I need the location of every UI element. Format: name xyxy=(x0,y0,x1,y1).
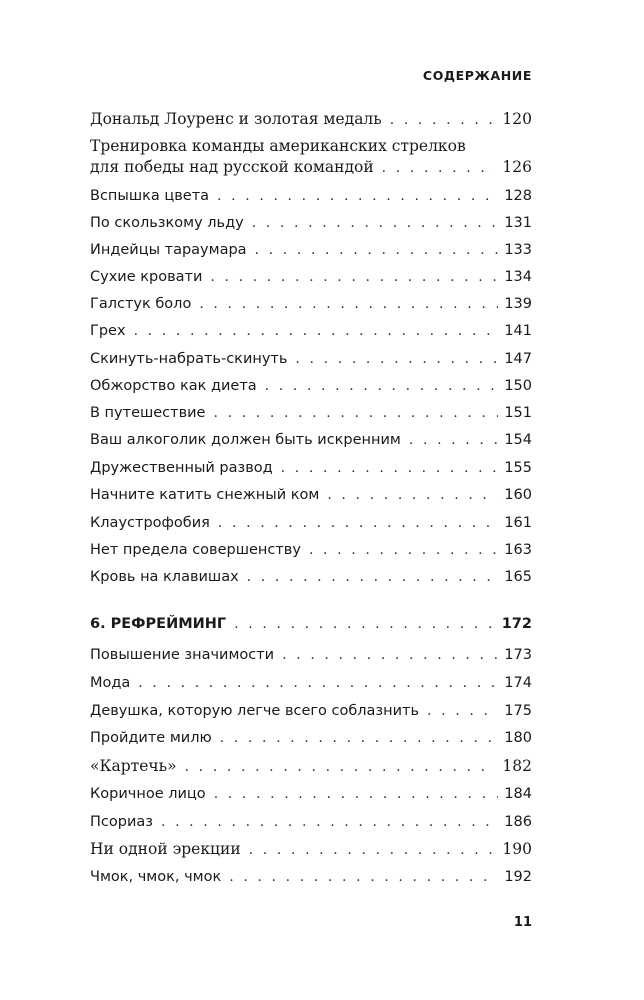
dot-leader xyxy=(281,461,499,475)
page-number: 11 xyxy=(513,915,532,930)
toc-entry xyxy=(90,324,532,339)
toc-entry-title: Девушка, которую легче всего соблазнить xyxy=(90,703,420,719)
toc-entry-page: 134 xyxy=(504,269,532,285)
dot-leader xyxy=(309,543,498,557)
dot-leader xyxy=(249,843,497,857)
toc-entry-title: Галстук боло xyxy=(90,296,192,312)
toc-entry-page: 126 xyxy=(502,158,532,176)
dot-leader xyxy=(210,270,498,284)
toc-entry xyxy=(90,216,532,231)
dot-leader xyxy=(295,352,498,366)
toc-entry-page: 190 xyxy=(502,840,532,858)
toc-entry-title: Ваш алкоголик должен быть искренним xyxy=(90,432,401,448)
toc-entry xyxy=(90,570,532,585)
toc-entry-title: Сухие кровати xyxy=(90,269,203,285)
toc-entry-page: 160 xyxy=(504,487,532,503)
dot-leader xyxy=(255,243,499,257)
toc-entry xyxy=(90,270,532,285)
chapter-title: 6. РЕФРЕЙМИНГ xyxy=(90,616,227,632)
dot-leader xyxy=(327,488,498,502)
dot-leader xyxy=(214,787,499,801)
dot-leader xyxy=(282,648,498,662)
toc-entry-page: 186 xyxy=(504,814,532,830)
toc-entry-page: 161 xyxy=(504,515,532,531)
toc-entry-title: Нет предела совершенству xyxy=(90,542,301,558)
toc-entry xyxy=(90,815,532,830)
toc-entry-page: 180 xyxy=(504,730,532,746)
toc-entry xyxy=(90,461,532,476)
dot-leader xyxy=(138,676,498,690)
toc-entry-title: «Картечь» xyxy=(90,757,177,775)
dot-leader xyxy=(134,324,499,338)
toc-chapter-heading xyxy=(90,617,532,632)
toc-entry-title: Псориаз xyxy=(90,814,153,830)
dot-leader xyxy=(252,216,499,230)
toc-entry-page: 150 xyxy=(504,378,532,394)
toc-entry-title: Дональд Лоуренс и золотая медаль xyxy=(90,110,382,128)
toc-entry-title: Повышение значимости xyxy=(90,647,275,663)
dot-leader xyxy=(247,570,499,584)
toc-entry xyxy=(90,543,532,558)
toc-entry-page: 141 xyxy=(504,323,532,339)
toc-entry-title: для победы над русской командой xyxy=(90,158,374,176)
toc-entry-title: Обжорство как диета xyxy=(90,378,257,394)
toc-entry-page: 139 xyxy=(504,296,532,312)
toc-entry-page: 165 xyxy=(504,569,532,585)
toc-entry xyxy=(90,297,532,312)
toc-entry xyxy=(90,759,532,775)
toc-entry-title: Чмок, чмок, чмок xyxy=(90,869,222,885)
toc-entry xyxy=(90,704,532,719)
toc-entry-title: Клаустрофобия xyxy=(90,515,210,531)
dot-leader xyxy=(218,516,498,530)
toc-entry xyxy=(90,842,532,858)
toc-entry-title: Кровь на клавишах xyxy=(90,569,239,585)
toc-entry xyxy=(90,870,532,885)
toc-entry-title-line1: Тренировка команды американских стрелков xyxy=(90,137,466,155)
toc-entry-title: В путешествие xyxy=(90,405,206,421)
dot-leader xyxy=(213,406,498,420)
toc-entry-title: Вспышка цвета xyxy=(90,188,210,204)
dot-leader xyxy=(229,870,498,884)
toc-entry-page: 120 xyxy=(502,110,532,128)
toc-entry xyxy=(90,516,532,531)
toc-entry-page: 154 xyxy=(504,432,532,448)
toc-entry-title: По скользкому льду xyxy=(90,215,244,231)
toc-entry-page: 192 xyxy=(504,869,532,885)
toc-entry-title: Грех xyxy=(90,323,126,339)
toc-entry-title: Коричное лицо xyxy=(90,786,206,802)
toc-entry-title: Скинуть-набрать-скинуть xyxy=(90,351,288,367)
dot-leader xyxy=(265,379,499,393)
toc-entry-page: 147 xyxy=(504,351,532,367)
toc-entry-page: 151 xyxy=(504,405,532,421)
toc-entry-page: 131 xyxy=(504,215,532,231)
dot-leader xyxy=(185,760,497,774)
toc-entry-title: Ни одной эрекции xyxy=(90,840,241,858)
toc-entry xyxy=(90,379,532,394)
dot-leader xyxy=(217,189,498,203)
toc-entry-title: Пройдите милю xyxy=(90,730,212,746)
toc-entry xyxy=(90,406,532,421)
toc-entry xyxy=(90,488,532,503)
toc-entry-page: 174 xyxy=(504,675,532,691)
toc-entry-page: 155 xyxy=(504,460,532,476)
toc-entry-title: Индейцы тараумара xyxy=(90,242,247,258)
toc-entry-title: Начните катить снежный ком xyxy=(90,487,320,503)
toc-entry-page: 182 xyxy=(502,757,532,775)
toc-entry xyxy=(90,731,532,746)
dot-leader xyxy=(199,297,498,311)
toc-entry-page: 128 xyxy=(504,188,532,204)
toc-entry-page: 175 xyxy=(504,703,532,719)
toc-entry-page: 173 xyxy=(504,647,532,663)
toc-entry-page: 184 xyxy=(504,786,532,802)
toc-entry xyxy=(90,189,532,204)
toc-entry-page: 133 xyxy=(504,242,532,258)
toc-entry xyxy=(90,243,532,258)
dot-leader xyxy=(390,113,497,127)
dot-leader xyxy=(427,704,498,718)
toc-entry xyxy=(90,160,532,176)
toc-entry-page: 163 xyxy=(504,542,532,558)
dot-leader xyxy=(409,433,498,447)
dot-leader xyxy=(220,731,499,745)
toc-entry-title: Мода xyxy=(90,675,131,691)
toc-entry xyxy=(90,112,532,128)
toc-entry xyxy=(90,648,532,663)
dot-leader xyxy=(234,617,496,631)
running-head: СОДЕРЖАНИЕ xyxy=(422,68,532,83)
toc-entry-title: Дружественный развод xyxy=(90,460,273,476)
toc-entry xyxy=(90,676,532,691)
dot-leader xyxy=(382,161,497,175)
toc-entry xyxy=(90,352,532,367)
dot-leader xyxy=(161,815,498,829)
toc-entry xyxy=(90,787,532,802)
chapter-page: 172 xyxy=(501,616,532,632)
toc-entry xyxy=(90,433,532,448)
